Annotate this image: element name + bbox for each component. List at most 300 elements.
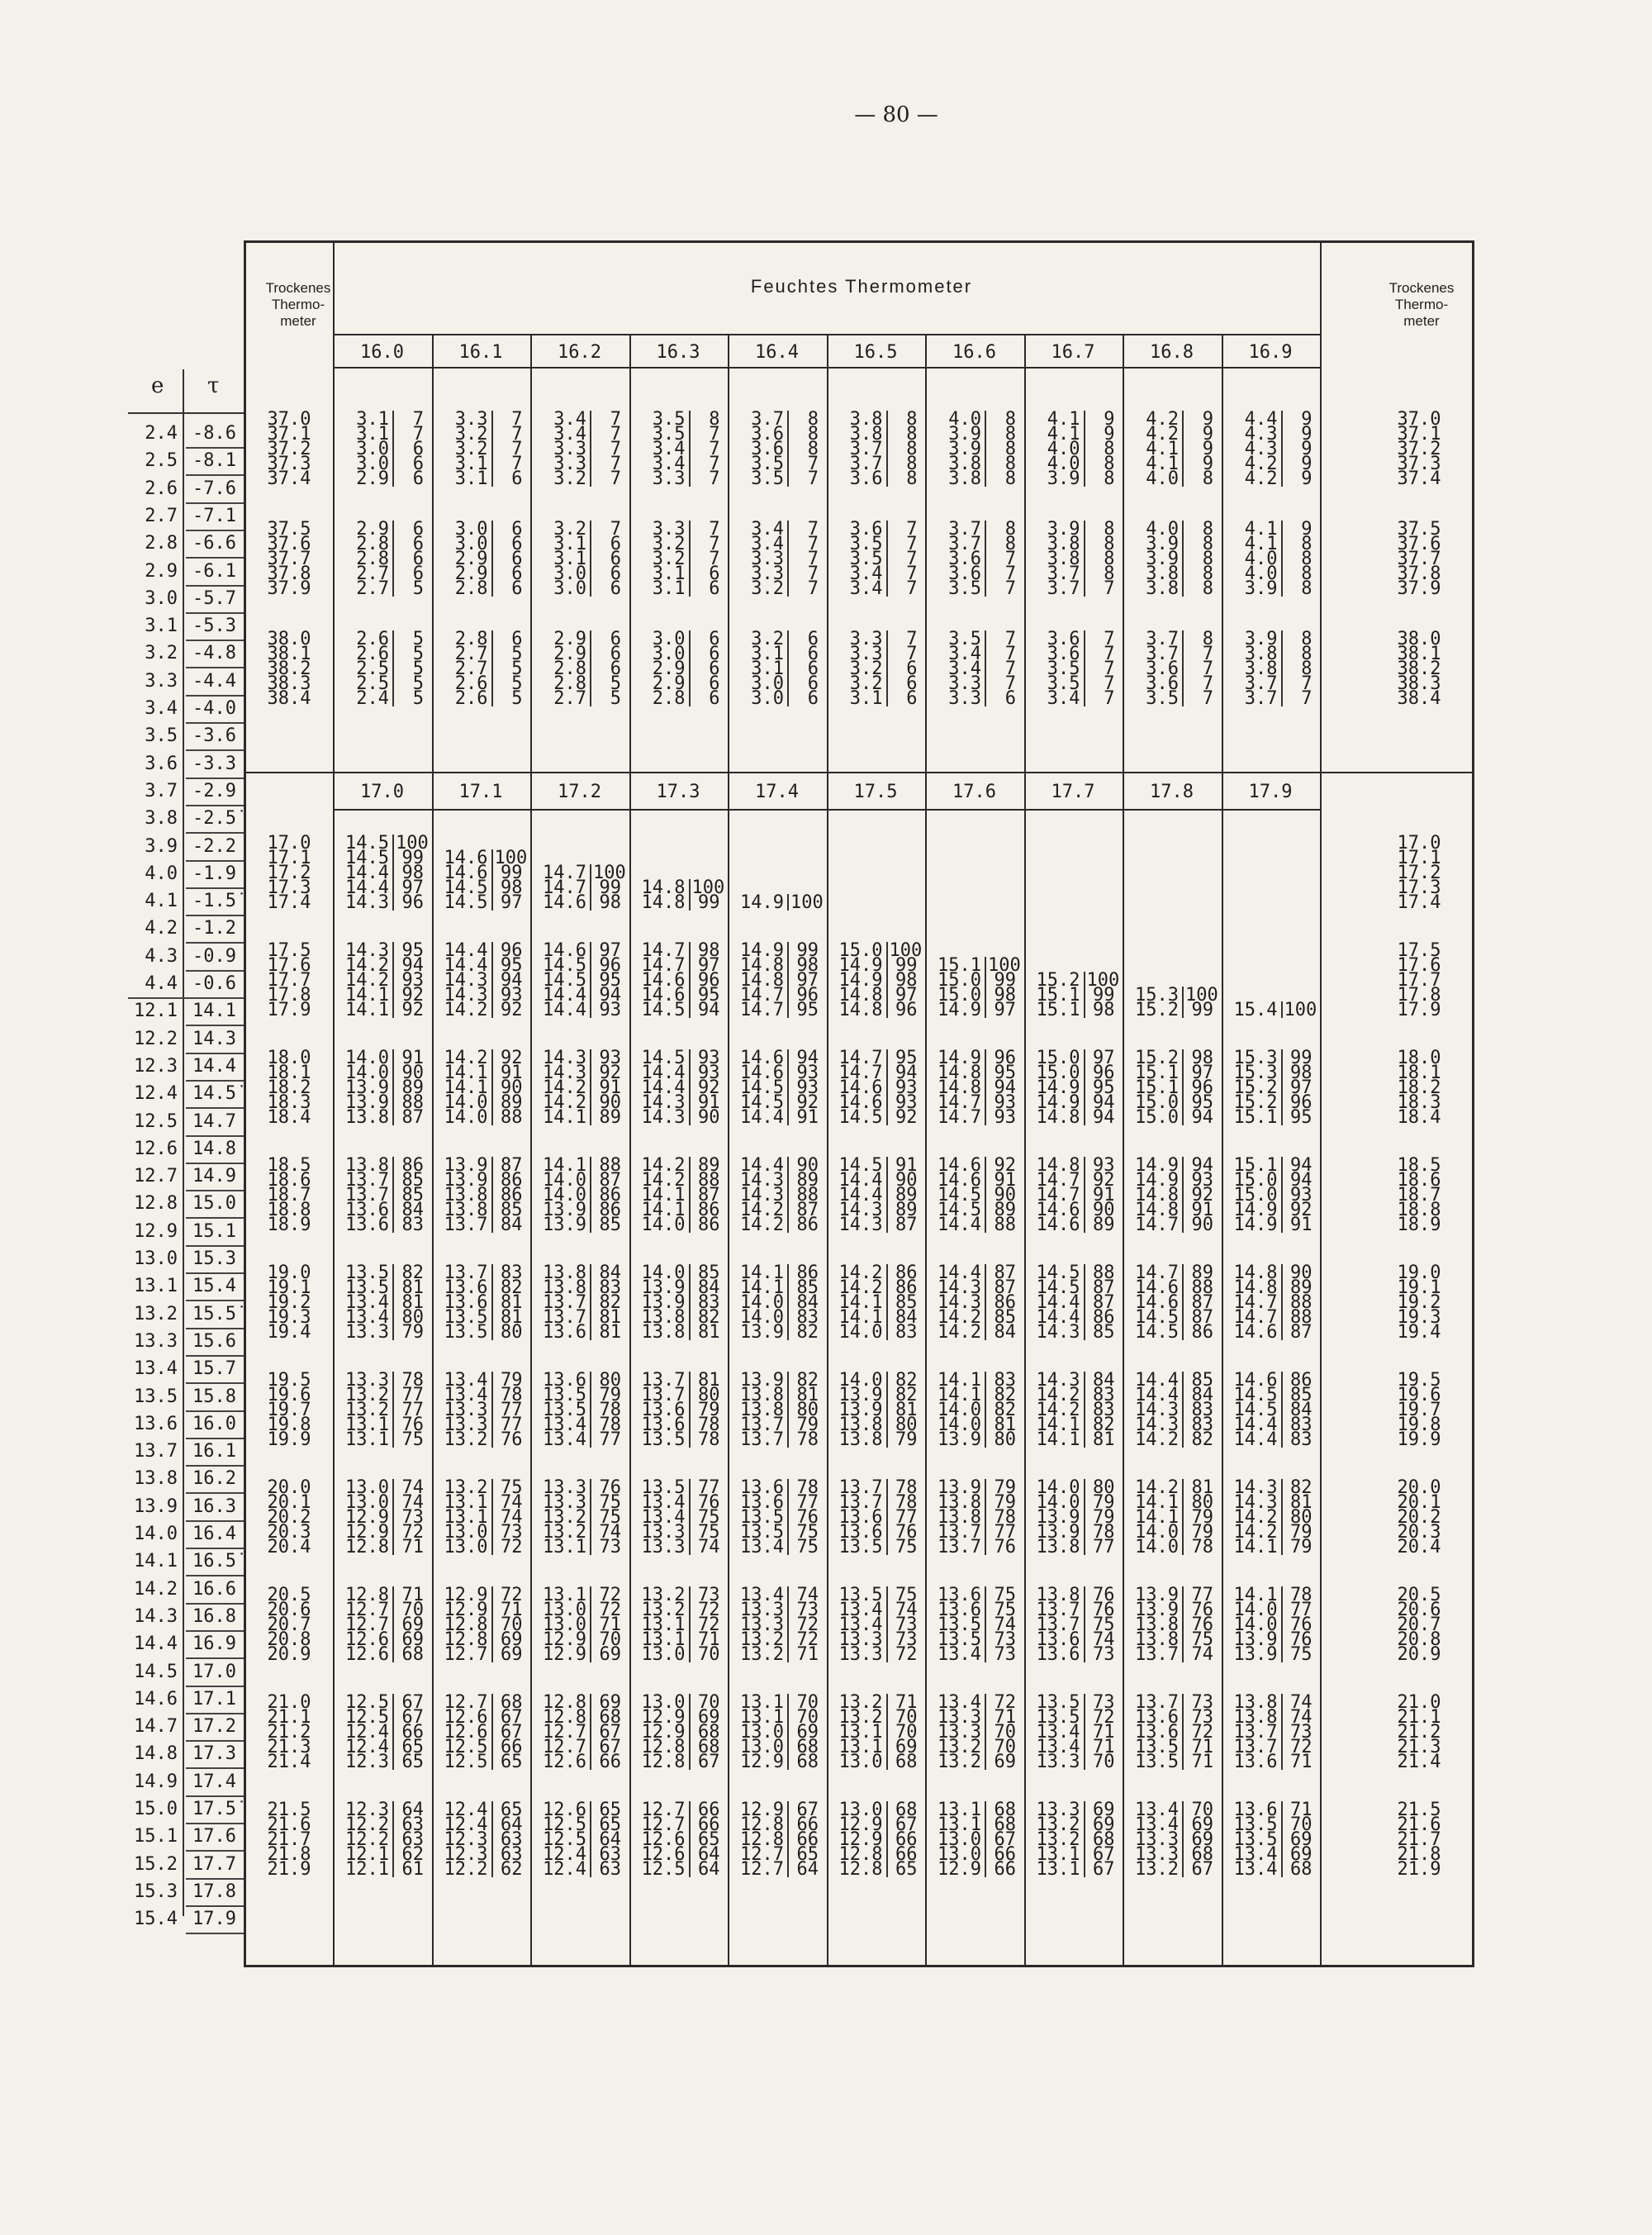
wet-value: 3.4 xyxy=(553,424,586,445)
cell-bar xyxy=(985,550,986,567)
wet-value: 14.3 xyxy=(1233,1477,1278,1498)
dry-value-right: 21.1 xyxy=(1397,1707,1441,1728)
humidity-value: 7 xyxy=(1104,659,1115,679)
humidity-value: 67 xyxy=(796,1800,819,1820)
humidity-value: 93 xyxy=(698,1063,720,1083)
cell-bar xyxy=(392,1186,394,1203)
humidity-value: 80 xyxy=(698,1385,720,1405)
tau-value: 16.9 xyxy=(192,1633,236,1655)
e-tau-row xyxy=(128,1852,244,1883)
wet-value: 2.7 xyxy=(356,564,389,584)
dry-value-left: 20.6 xyxy=(267,1600,311,1620)
wet-value: 13.4 xyxy=(838,1614,883,1635)
cell-bar xyxy=(590,1846,591,1862)
cell-bar xyxy=(689,550,691,567)
wet-value: 12.8 xyxy=(345,1585,389,1605)
humidity-value: 8 xyxy=(1202,534,1213,554)
humidity-value: 81 xyxy=(1191,1477,1213,1498)
wet-value: 14.6 xyxy=(641,985,686,1006)
cell-bar xyxy=(985,1094,986,1110)
cell-bar xyxy=(689,894,691,911)
humidity-value: 95 xyxy=(698,985,720,1006)
cell-bar xyxy=(590,1861,591,1877)
humidity-value: 83 xyxy=(1191,1415,1213,1435)
dry-value-left: 20.7 xyxy=(267,1614,311,1635)
humidity-value: 74 xyxy=(994,1614,1016,1635)
humidity-value: 95 xyxy=(501,955,523,976)
humidity-value: 79 xyxy=(895,1429,918,1450)
e-tau-row xyxy=(128,1714,244,1745)
e-value: 3.8 xyxy=(145,808,178,830)
wet-value: 14.8 xyxy=(1233,1263,1278,1283)
table-cell xyxy=(435,1859,526,1880)
cell-bar xyxy=(1084,1509,1085,1525)
wet-value: 3.0 xyxy=(751,673,784,694)
cell-bar xyxy=(1084,630,1085,647)
tau-value: -1.5̇ xyxy=(192,891,236,912)
cell-bar xyxy=(886,675,888,692)
humidity-value: 7 xyxy=(906,578,918,599)
cell-bar xyxy=(787,1831,789,1847)
humidity-value: 94 xyxy=(895,1063,918,1083)
cell-bar xyxy=(985,1309,986,1325)
wet-value: 14.2 xyxy=(838,1263,883,1283)
table-cell xyxy=(534,688,624,709)
humidity-value: 66 xyxy=(796,1829,819,1850)
wet-value: 12.5 xyxy=(641,1859,686,1880)
e-tau-row xyxy=(128,1054,244,1085)
humidity-value: 81 xyxy=(501,1307,523,1328)
humidity-value: 61 xyxy=(401,1859,424,1880)
cell-bar xyxy=(491,535,493,552)
wet-value: 13.7 xyxy=(740,1415,784,1435)
humidity-value: 86 xyxy=(994,1292,1016,1313)
table-cell xyxy=(633,892,724,913)
wet-value: 12.4 xyxy=(543,1859,586,1880)
humidity-value: 89 xyxy=(1093,1215,1115,1235)
table-cell xyxy=(534,578,624,599)
e-tau-row xyxy=(128,1522,244,1553)
table-cell xyxy=(336,578,427,599)
e-tau-row xyxy=(128,1742,244,1772)
cell-bar xyxy=(491,1216,493,1233)
cell-bar xyxy=(392,440,394,457)
wet-value: 14.3 xyxy=(444,985,488,1006)
humidity-value: 85 xyxy=(599,1215,621,1235)
wet-value: 2.8 xyxy=(553,673,586,694)
wet-column-header: 17.0 xyxy=(360,782,404,802)
e-value: 13.2 xyxy=(134,1303,178,1324)
humidity-value: 7 xyxy=(807,468,819,489)
dry-value-left: 21.5 xyxy=(267,1800,311,1820)
wet-value: 3.9 xyxy=(1146,534,1179,554)
row-tick xyxy=(186,1933,244,1934)
cell-bar xyxy=(1084,1601,1085,1618)
humidity-value: 66 xyxy=(401,1722,424,1743)
wet-value: 12.7 xyxy=(345,1600,389,1620)
cell-bar xyxy=(491,1524,493,1540)
wet-value: 14.8 xyxy=(938,1063,981,1083)
cell-bar xyxy=(392,864,394,881)
wet-value: 3.7 xyxy=(948,534,981,554)
wet-value: 3.4 xyxy=(849,578,883,599)
humidity-value: 72 xyxy=(698,1614,720,1635)
humidity-value: 71 xyxy=(1093,1737,1115,1757)
humidity-value: 8 xyxy=(1104,519,1115,540)
humidity-value: 89 xyxy=(796,1170,819,1191)
humidity-value: 72 xyxy=(501,1585,523,1605)
wet-value: 14.3 xyxy=(938,1292,981,1313)
dry-value-left: 19.1 xyxy=(267,1277,311,1298)
wet-value: 14.1 xyxy=(938,1370,981,1391)
wet-value: 3.6 xyxy=(1047,644,1080,664)
tau-value: 15.1 xyxy=(192,1220,236,1242)
cell-bar xyxy=(392,565,394,582)
humidity-value: 94 xyxy=(1290,1170,1313,1191)
cell-bar xyxy=(689,1157,691,1173)
wet-value: 13.9 xyxy=(1135,1585,1179,1605)
table-cell xyxy=(928,1322,1019,1343)
wet-value: 4.0 xyxy=(1146,519,1179,540)
humidity-value: 66 xyxy=(994,1859,1016,1880)
humidity-value: 76 xyxy=(796,1507,819,1528)
humidity-value: 70 xyxy=(994,1722,1016,1743)
cell-bar xyxy=(886,1049,888,1066)
cell-bar xyxy=(392,987,394,1003)
humidity-value: 68 xyxy=(1290,1859,1313,1880)
humidity-value: 69 xyxy=(994,1752,1016,1772)
wet-value: 3.2 xyxy=(849,673,883,694)
table-cell xyxy=(534,1215,624,1235)
table-cell xyxy=(336,1107,427,1128)
table-cell xyxy=(633,1107,724,1128)
cell-bar xyxy=(392,1509,394,1525)
table-cell xyxy=(336,1000,427,1020)
wet-value: 14.0 xyxy=(1135,1522,1179,1543)
humidity-value: 87 xyxy=(796,1200,819,1220)
wet-value: 14.1 xyxy=(740,1263,784,1283)
dry-value-right: 19.2 xyxy=(1397,1292,1441,1313)
humidity-value: 88 xyxy=(1093,1263,1115,1283)
humidity-value: 93 xyxy=(994,1107,1016,1128)
humidity-value: 95 xyxy=(994,1063,1016,1083)
wet-value: 3.3 xyxy=(553,439,586,459)
cell-bar xyxy=(1182,987,1184,1003)
wet-value: 14.9 xyxy=(740,892,784,913)
wet-value: 14.4 xyxy=(1135,1385,1179,1405)
cell-bar xyxy=(787,1431,789,1448)
humidity-value: 73 xyxy=(1290,1722,1313,1743)
e-tau-row xyxy=(128,916,244,947)
cell-bar xyxy=(1281,1401,1283,1418)
dry-value-right: 37.7 xyxy=(1397,549,1441,569)
wet-value: 14.0 xyxy=(838,1370,883,1391)
table-cell xyxy=(928,688,1019,709)
cell-bar xyxy=(491,1186,493,1203)
table-cell xyxy=(1126,1644,1217,1665)
cell-bar xyxy=(590,1064,591,1081)
cell-bar xyxy=(392,580,394,597)
humidity-value: 70 xyxy=(599,1629,621,1650)
humidity-value: 68 xyxy=(895,1752,918,1772)
dry-value-left: 21.0 xyxy=(267,1692,311,1713)
humidity-value: 83 xyxy=(994,1370,1016,1391)
humidity-value: 8 xyxy=(709,409,720,430)
wet-value: 15.1 xyxy=(1135,1077,1179,1098)
cell-bar xyxy=(985,1801,986,1818)
e-tau-row xyxy=(128,1687,244,1718)
cell-bar xyxy=(590,1801,591,1818)
e-value: 12.5 xyxy=(134,1110,178,1132)
wet-value: 13.4 xyxy=(1135,1814,1179,1835)
wet-value: 12.7 xyxy=(740,1844,784,1865)
wet-value: 3.8 xyxy=(1146,578,1179,599)
cell-bar xyxy=(1084,1709,1085,1725)
dry-value-left: 17.4 xyxy=(267,892,311,913)
wet-value: 12.6 xyxy=(641,1829,686,1850)
humidity-value: 89 xyxy=(1290,1277,1313,1298)
humidity-value: 76 xyxy=(401,1415,424,1435)
wet-value: 3.0 xyxy=(652,644,686,664)
table-cell xyxy=(1225,1752,1316,1772)
table-cell xyxy=(1126,1859,1217,1880)
wet-value: 14.1 xyxy=(543,1107,586,1128)
cell-bar xyxy=(886,1494,888,1510)
cell-bar xyxy=(392,1157,394,1173)
cell-bar xyxy=(787,1646,789,1662)
wet-value: 3.2 xyxy=(652,549,686,569)
table-cell xyxy=(830,1107,921,1128)
wet-value: 13.9 xyxy=(1135,1600,1179,1620)
humidity-value: 7 xyxy=(412,409,424,430)
e-tau-row xyxy=(128,1191,244,1222)
humidity-value: 84 xyxy=(501,1215,523,1235)
table-cell xyxy=(336,688,427,709)
cell-bar xyxy=(590,1001,591,1018)
wet-value: 13.6 xyxy=(345,1215,389,1235)
wet-value: 15.2 xyxy=(1036,970,1080,991)
humidity-value: 86 xyxy=(501,1185,523,1205)
cell-bar xyxy=(985,1324,986,1340)
cell-bar xyxy=(985,1079,986,1096)
dry-value-left: 20.0 xyxy=(267,1477,311,1498)
humidity-value: 75 xyxy=(501,1477,523,1498)
cell-bar xyxy=(689,1601,691,1618)
cell-bar xyxy=(1182,1616,1184,1633)
humidity-value: 74 xyxy=(1290,1707,1313,1728)
cell-bar xyxy=(1084,1079,1085,1096)
cell-bar xyxy=(985,1524,986,1540)
dry-value-right: 21.0 xyxy=(1397,1692,1441,1713)
wet-value: 13.1 xyxy=(740,1692,784,1713)
cell-bar xyxy=(689,1509,691,1525)
wet-value: 13.6 xyxy=(740,1477,784,1498)
cell-bar xyxy=(1182,1646,1184,1662)
cell-bar xyxy=(689,426,691,442)
humidity-value: 81 xyxy=(501,1292,523,1313)
humidity-value: 67 xyxy=(1093,1859,1115,1880)
wet-value: 13.5 xyxy=(1135,1752,1179,1772)
cell-bar xyxy=(1182,470,1184,487)
cell-bar xyxy=(1281,1264,1283,1281)
cell-bar xyxy=(392,1386,394,1403)
humidity-value: 77 xyxy=(1191,1585,1213,1605)
dry-value-right: 19.8 xyxy=(1397,1415,1441,1435)
cell-bar xyxy=(787,1001,789,1018)
humidity-value: 68 xyxy=(895,1800,918,1820)
dry-value-left: 20.2 xyxy=(267,1507,311,1528)
wet-value: 14.1 xyxy=(345,985,389,1006)
wet-value: 13.7 xyxy=(838,1477,883,1498)
wet-value: 14.6 xyxy=(1233,1370,1278,1391)
dry-value-left: 37.1 xyxy=(267,424,311,445)
humidity-value: 97 xyxy=(994,1000,1016,1020)
cell-bar xyxy=(1182,1524,1184,1540)
humidity-value: 70 xyxy=(1093,1752,1115,1772)
wet-value: 3.6 xyxy=(1146,659,1179,679)
humidity-value: 79 xyxy=(1093,1492,1115,1513)
wet-value: 13.8 xyxy=(1036,1585,1080,1605)
cell-bar xyxy=(590,1157,591,1173)
wet-value: 13.1 xyxy=(1036,1859,1080,1880)
wet-value: 14.1 xyxy=(1233,1585,1278,1605)
humidity-value: 98 xyxy=(501,877,523,898)
humidity-value: 74 xyxy=(1093,1629,1115,1650)
e-tau-row xyxy=(128,1082,244,1112)
wet-value: 14.6 xyxy=(838,1077,883,1098)
wet-value: 3.8 xyxy=(1146,564,1179,584)
humidity-value: 91 xyxy=(501,1063,523,1083)
humidity-value: 7 xyxy=(1004,564,1016,584)
cell-bar xyxy=(689,440,691,457)
wet-value: 14.5 xyxy=(938,1185,981,1205)
wet-value: 3.2 xyxy=(652,534,686,554)
cell-bar xyxy=(392,411,394,427)
table-cell xyxy=(1028,1859,1118,1880)
cell-bar xyxy=(886,1431,888,1448)
cell-bar xyxy=(689,987,691,1003)
humidity-value: 86 xyxy=(796,1263,819,1283)
table-cell xyxy=(1028,1429,1118,1450)
wet-value: 12.8 xyxy=(838,1859,883,1880)
humidity-value: 6 xyxy=(511,468,523,489)
humidity-value: 74 xyxy=(1290,1692,1313,1713)
wet-value: 13.4 xyxy=(444,1385,488,1405)
wet-value: 4.0 xyxy=(1244,549,1278,569)
wet-value: 13.1 xyxy=(345,1429,389,1450)
dry-value-right: 20.5 xyxy=(1397,1585,1441,1605)
wet-value: 3.5 xyxy=(1047,659,1080,679)
wet-value: 14.7 xyxy=(938,1092,981,1113)
humidity-value: 82 xyxy=(501,1277,523,1298)
wet-value: 13.4 xyxy=(345,1307,389,1328)
wet-value: 12.6 xyxy=(444,1707,488,1728)
dry-value-right: 20.4 xyxy=(1397,1537,1441,1557)
humidity-value: 99 xyxy=(698,892,720,913)
humidity-value: 69 xyxy=(1191,1829,1213,1850)
cell-bar xyxy=(689,455,691,472)
e-tau-row xyxy=(128,1495,244,1525)
cell-bar xyxy=(1084,1724,1085,1740)
humidity-value: 88 xyxy=(698,1170,720,1191)
e-value: 4.3 xyxy=(145,945,178,967)
humidity-value: 85 xyxy=(401,1185,424,1205)
wet-value: 14.0 xyxy=(938,1415,981,1435)
wet-value: 13.9 xyxy=(641,1292,686,1313)
cell-bar xyxy=(491,1201,493,1218)
humidity-value: 84 xyxy=(1093,1370,1115,1391)
dry-thermometer-header-right: Trockenes Thermo- meter xyxy=(1389,280,1455,329)
humidity-value: 97 xyxy=(1290,1077,1313,1098)
cell-bar xyxy=(689,1324,691,1340)
wet-value: 14.4 xyxy=(838,1185,883,1205)
cell-bar xyxy=(1084,1616,1085,1633)
wet-value: 13.6 xyxy=(1233,1800,1278,1820)
cell-bar xyxy=(590,864,591,881)
wet-value: 13.8 xyxy=(444,1200,488,1220)
humidity-value: 75 xyxy=(1290,1644,1313,1665)
table-cell xyxy=(435,1107,526,1128)
table-cell xyxy=(928,1859,1019,1880)
cell-bar xyxy=(590,1416,591,1433)
wet-value: 13.4 xyxy=(938,1692,981,1713)
wet-value: 14.6 xyxy=(1233,1322,1278,1343)
cell-bar xyxy=(787,1816,789,1833)
cell-bar xyxy=(689,1538,691,1555)
cell-bar xyxy=(392,645,394,662)
humidity-value: 80 xyxy=(796,1400,819,1420)
dry-value-right: 19.3 xyxy=(1397,1307,1441,1328)
humidity-value: 81 xyxy=(401,1277,424,1298)
humidity-value: 77 xyxy=(599,1429,621,1450)
wet-value: 14.5 xyxy=(1135,1307,1179,1328)
wet-value: 3.7 xyxy=(1047,578,1080,599)
cell-bar xyxy=(787,987,789,1003)
wet-value: 12.6 xyxy=(543,1752,586,1772)
wet-value: 12.6 xyxy=(641,1844,686,1865)
cell-bar xyxy=(886,1509,888,1525)
cell-bar xyxy=(590,1601,591,1618)
cell-bar xyxy=(1281,411,1283,427)
wet-value: 15.2 xyxy=(1233,1092,1278,1113)
e-value: 12.3 xyxy=(134,1055,178,1077)
wet-value: 14.9 xyxy=(1135,1170,1179,1191)
humidity-value: 71 xyxy=(1290,1800,1313,1820)
wet-column-header: 17.9 xyxy=(1248,782,1293,802)
humidity-value: 70 xyxy=(401,1600,424,1620)
humidity-value: 75 xyxy=(796,1537,819,1557)
wet-value: 14.1 xyxy=(838,1307,883,1328)
wet-column-header: 16.3 xyxy=(656,342,700,363)
humidity-value: 7 xyxy=(1301,673,1313,694)
tau-value: -1.9 xyxy=(192,863,236,884)
section-top-rule xyxy=(246,772,1472,773)
humidity-value: 6 xyxy=(709,578,720,599)
wet-value: 14.7 xyxy=(1233,1307,1278,1328)
humidity-value: 93 xyxy=(796,1063,819,1083)
humidity-value: 74 xyxy=(796,1585,819,1605)
humidity-value: 7 xyxy=(1104,578,1115,599)
wet-column-header: 17.6 xyxy=(952,782,996,802)
dry-value-left: 38.3 xyxy=(267,673,311,694)
wet-value: 2.6 xyxy=(454,673,488,694)
wet-value: 13.4 xyxy=(641,1492,686,1513)
humidity-value: 93 xyxy=(796,1077,819,1098)
humidity-value: 77 xyxy=(895,1507,918,1528)
wet-value: 13.0 xyxy=(740,1722,784,1743)
wet-value: 14.6 xyxy=(1135,1292,1179,1313)
humidity-value: 9 xyxy=(1301,424,1313,445)
